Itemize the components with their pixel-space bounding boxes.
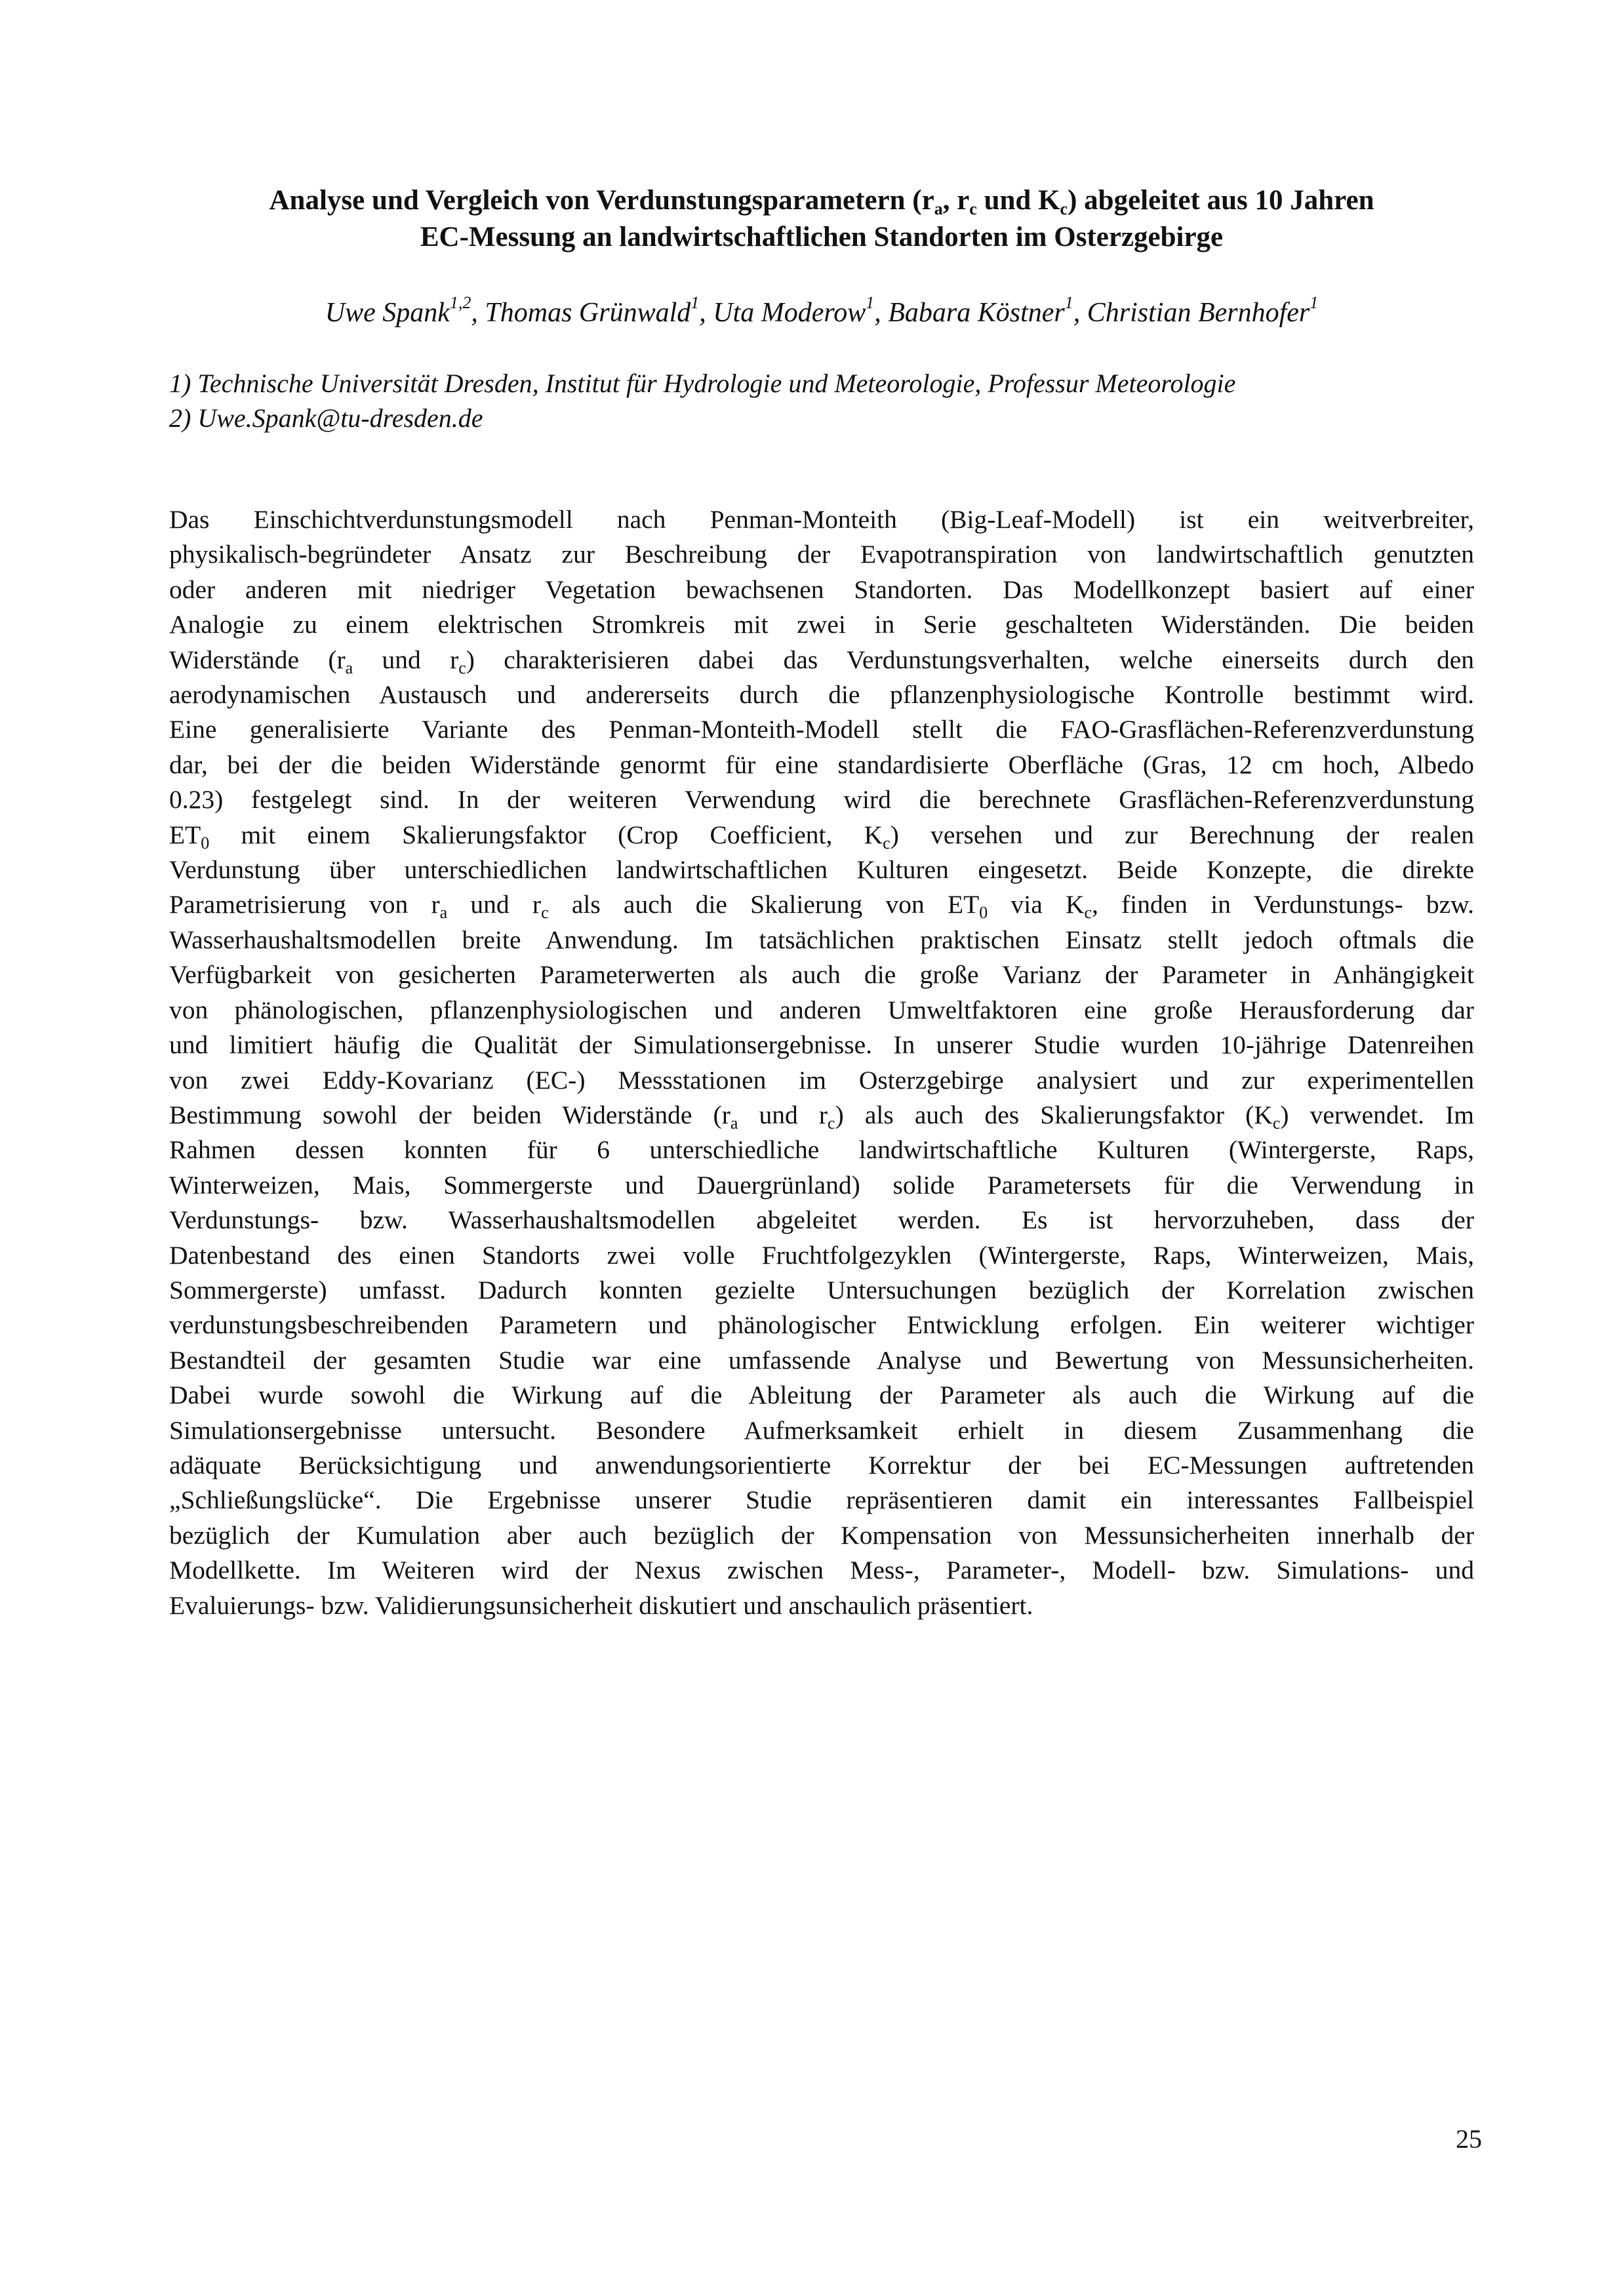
author: [485, 293, 700, 328]
abstract-line: adäquate Berücksichtigung und anwendungsorientierte Korrektur der bei EC-Messungen auftretenden: [169, 1450, 1474, 1480]
abstract-line: Das Einschichtverdunstungsmodell nach Penman-Monteith (Big-Leaf-Modell) ist ein weitverbreiter,: [169, 505, 1474, 534]
abstract-line: verdunstungsbeschreibenden Parametern und phänologischer Entwicklung erfolgen. Ein weiterer wichtiger: [169, 1310, 1474, 1340]
abstract-line: und limitiert häufig die Qualität der Simulationsergebnisse. In unserer Studie wurden 10-jährige Datenreihen: [169, 1030, 1474, 1060]
abstract-line: Datenbestand des einen Standorts zwei volle Fruchtfolgezyklen (Wintergerste, Raps, Winterweizen, Mais,: [169, 1240, 1474, 1270]
abstract-line: „Schließungslücke“. Die Ergebnisse unserer Studie repräsentieren damit ein interessantes Fallbeispiel: [169, 1485, 1474, 1515]
abstract-line: Wasserhaushaltsmodellen breite Anwendung. Im tatsächlichen praktischen Einsatz stellt jedoch oftmals die: [169, 925, 1474, 954]
author-affiliation-mark: 1: [1310, 293, 1319, 312]
author-affiliation-mark: 1: [690, 293, 700, 312]
abstract-body: [169, 502, 1474, 1623]
abstract-line: $ET_0$ mit einem Skalierungsfaktor (Crop Coefficient, $K_c$) versehen und zur Berechnung der realen: [169, 820, 1474, 853]
affiliations: [169, 366, 1474, 435]
author-affiliation-mark: 1,2: [449, 293, 471, 312]
author: [1087, 293, 1319, 328]
author-name: Uwe Spank: [325, 298, 450, 328]
abstract-line: Sommergerste) umfasst. Dadurch konnten gezielte Untersuchungen bezüglich der Korrelation zwischen: [169, 1275, 1474, 1304]
abstract-line: Parametrisierung von $r_a$ und $r_c$ als auch die Skalierung von $ET_0$ via $K_c$, finden in Verdunstungs- bzw.: [169, 890, 1474, 923]
author-affiliation-mark: 1: [1064, 293, 1073, 312]
paper-title: [169, 182, 1474, 256]
abstract-line: Modellkette. Im Weiteren wird der Nexus zwischen Mess-, Parameter-, Modell- bzw. Simulations- und: [169, 1556, 1474, 1585]
author-affiliation-mark: 1: [866, 293, 875, 312]
abstract-line: Simulationsergebnisse untersucht. Besondere Aufmerksamkeit erhielt in diesem Zusammenhang die: [169, 1415, 1474, 1445]
abstract-line: Analogie zu einem elektrischen Stromkreis mit zwei in Serie geschalteten Widerständen. Die beiden: [169, 610, 1474, 639]
affiliation-1: 1) Technische Universität Dresden, Institut für Hydrologie und Meteorologie, Professur Meteorologie: [169, 369, 1236, 398]
author: [325, 293, 471, 328]
author: [888, 293, 1073, 328]
author-name: Thomas Grünwald: [485, 298, 691, 328]
author-list: Uwe Spank$^{1,2}$, Thomas Grünwald$^1$, Uta Moderow$^1$, Babara Köstner$^1$, Christian Bernhofer$^1$: [325, 293, 1319, 328]
title-line-2: EC-Messung an landwirtschaftlichen Standorten im Osterzgebirge: [420, 222, 1224, 252]
author-name: Christian Bernhofer: [1087, 298, 1310, 328]
abstract-line: Verdunstungs- bzw. Wasserhaushaltsmodellen abgeleitet werden. Es ist hervorzuheben, dass der: [169, 1205, 1474, 1235]
abstract-line: Widerstände ($r_a$ und $r_c$) charakterisieren dabei das Verdunstungsverhalten, welche einerseits durch den: [169, 645, 1474, 677]
abstract-line: Bestandteil der gesamten Studie war eine umfassende Analyse und Bewertung von Messunsicherheiten.: [169, 1345, 1474, 1375]
author-name: Babara Köstner: [888, 298, 1065, 328]
page-number: 25: [1456, 2124, 1482, 2154]
abstract-line: Winterweizen, Mais, Sommergerste und Dauergrünland) solide Parametersets für die Verwendung in: [169, 1170, 1474, 1199]
abstract-line: aerodynamischen Austausch und andererseits durch die pflanzenphysiologische Kontrolle bestimmt wird.: [169, 680, 1474, 710]
abstract-line: von zwei Eddy-Kovarianz (EC-) Messstationen im Osterzgebirge analysiert und zur experimentellen: [169, 1065, 1474, 1095]
abstract-line: physikalisch-begründeter Ansatz zur Beschreibung der Evapotranspiration von landwirtschaftlich genutzten: [169, 540, 1474, 569]
abstract-line: Evaluierungs- bzw. Validierungsunsicherheit diskutiert und anschaulich präsentiert.: [169, 1590, 1033, 1620]
affiliation-2-email[interactable]: 2) Uwe.Spank@tu-dresden.de: [169, 403, 483, 433]
author: [713, 293, 875, 328]
author-name: Uta Moderow: [713, 298, 866, 328]
abstract-line: dar, bei der die beiden Widerstände genormt für eine standardisierte Oberfläche (Gras, 12 cm hoch, Albedo: [169, 750, 1474, 779]
abstract-line: oder anderen mit niedriger Vegetation bewachsenen Standorten. Das Modellkonzept basiert auf einer: [169, 574, 1474, 604]
abstract-line: Verfügbarkeit von gesicherten Parameterwerten als auch die große Varianz der Parameter in Anhängigkeit: [169, 960, 1474, 990]
abstract-line: Eine generalisierte Variante des Penman-Monteith-Modell stellt die FAO-Grasflächen-Referenzverdunstung: [169, 715, 1474, 744]
abstract-line: Verdunstung über unterschiedlichen landwirtschaftlichen Kulturen eingesetzt. Beide Konzepte, die direkte: [169, 855, 1474, 885]
title-line-1: Analyse und Vergleich von Verdunstungsparametern ($r_a$, $r_c$ und $K_c$) abgeleitet aus 10 Jahren: [269, 185, 1374, 218]
abstract-line: Rahmen dessen konnten für 6 unterschiedliche landwirtschaftliche Kulturen (Wintergerste, Raps,: [169, 1135, 1474, 1165]
abstract-line: bezüglich der Kumulation aber auch bezüglich der Kompensation von Messunsicherheiten innerhalb der: [169, 1520, 1474, 1550]
abstract-line: von phänologischen, pflanzenphysiologischen und anderen Umweltfaktoren eine große Herausforderung dar: [169, 995, 1474, 1024]
abstract-line: Dabei wurde sowohl die Wirkung auf die Ableitung der Parameter als auch die Wirkung auf die: [169, 1380, 1474, 1410]
abstract-line: Bestimmung sowohl der beiden Widerstände ($r_a$ und $r_c$) als auch des Skalierungsfaktor $(K_c)$ verwendet. Im: [169, 1100, 1474, 1133]
abstract-line: 0.23) festgelegt sind. In der weiteren Verwendung wird die berechnete Grasflächen-Referenzverdunstung: [169, 785, 1474, 815]
